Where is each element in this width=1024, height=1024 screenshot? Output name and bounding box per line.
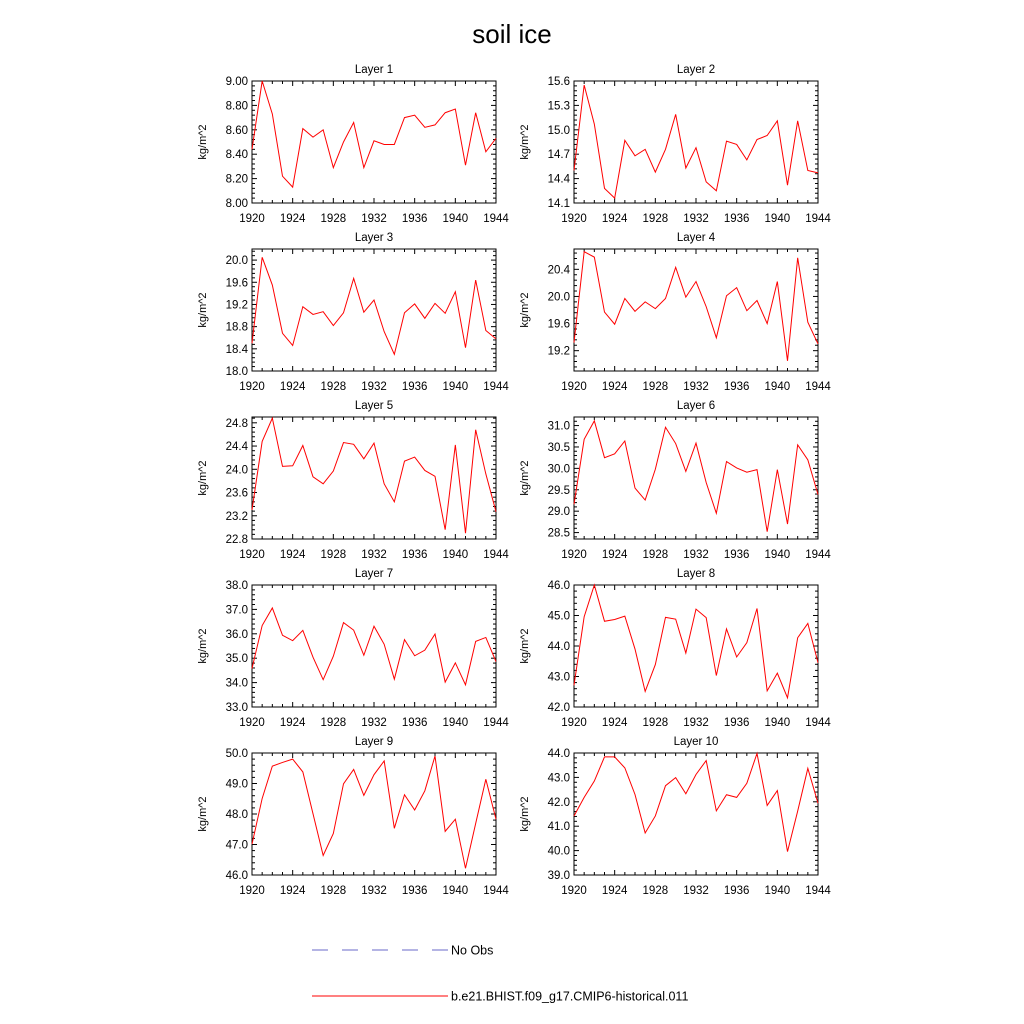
panels-group bbox=[197, 64, 831, 897]
x-tick-label: 1940 bbox=[442, 717, 469, 729]
x-tick-label: 1940 bbox=[764, 885, 791, 897]
x-tick-label: 1940 bbox=[442, 213, 469, 225]
y-tick-label: 24.0 bbox=[225, 464, 248, 477]
x-tick-label: 1920 bbox=[561, 381, 587, 393]
series-line bbox=[252, 418, 496, 533]
y-tick-label: 24.4 bbox=[225, 441, 248, 454]
x-tick-label: 1940 bbox=[442, 549, 469, 561]
x-tick-label: 1924 bbox=[601, 717, 628, 729]
x-tick-label: 1940 bbox=[764, 213, 791, 225]
y-tick-label: 8.40 bbox=[225, 149, 248, 162]
y-tick-label: 15.0 bbox=[547, 124, 570, 137]
panel-layer-9 bbox=[197, 736, 509, 897]
x-tick-label: 1932 bbox=[361, 885, 387, 897]
y-tick-label: 42.0 bbox=[547, 796, 570, 809]
panel-layer-4 bbox=[519, 232, 831, 393]
series-line bbox=[252, 608, 496, 685]
y-tick-label: 8.80 bbox=[225, 100, 248, 113]
series-line bbox=[574, 85, 818, 198]
y-tick-label: 20.4 bbox=[547, 264, 570, 277]
y-tick-label: 14.1 bbox=[547, 198, 570, 210]
y-tick-label: 9.00 bbox=[225, 76, 248, 88]
panel-layer-5 bbox=[197, 400, 509, 561]
x-tick-label: 1920 bbox=[561, 885, 587, 897]
x-tick-label: 1944 bbox=[805, 549, 831, 561]
x-tick-label: 1936 bbox=[723, 717, 750, 729]
legend bbox=[312, 944, 688, 1004]
x-tick-label: 1928 bbox=[642, 885, 669, 897]
x-tick-label: 1920 bbox=[239, 213, 265, 225]
x-tick-label: 1928 bbox=[320, 381, 347, 393]
x-tick-label: 1936 bbox=[401, 381, 428, 393]
plot-frame bbox=[574, 81, 818, 203]
panel-layer-8 bbox=[519, 568, 831, 729]
x-tick-label: 1924 bbox=[601, 549, 628, 561]
y-tick-label: 44.0 bbox=[547, 641, 570, 653]
y-tick-label: 29.5 bbox=[547, 484, 570, 497]
y-axis-label: kg/m^2 bbox=[197, 628, 209, 664]
panel-title: Layer 2 bbox=[676, 64, 716, 76]
series-line bbox=[574, 421, 818, 532]
y-axis-label: kg/m^2 bbox=[197, 796, 209, 832]
y-tick-label: 19.2 bbox=[225, 299, 248, 312]
y-tick-label: 43.0 bbox=[547, 772, 570, 785]
y-tick-label: 20.0 bbox=[225, 255, 248, 268]
panel-title: Layer 9 bbox=[354, 736, 394, 748]
panel-layer-10 bbox=[519, 736, 831, 897]
x-tick-label: 1932 bbox=[683, 885, 709, 897]
x-tick-label: 1932 bbox=[361, 381, 387, 393]
y-tick-label: 8.00 bbox=[225, 198, 248, 210]
y-tick-label: 36.0 bbox=[225, 628, 248, 641]
x-tick-label: 1932 bbox=[683, 213, 709, 225]
plot-frame bbox=[574, 585, 818, 707]
x-tick-label: 1940 bbox=[442, 885, 469, 897]
y-tick-label: 20.0 bbox=[547, 291, 570, 304]
y-tick-label: 41.0 bbox=[547, 821, 570, 834]
x-tick-label: 1924 bbox=[601, 885, 628, 897]
series-line bbox=[574, 753, 818, 851]
x-tick-label: 1920 bbox=[239, 549, 265, 561]
y-axis-label: kg/m^2 bbox=[519, 628, 531, 664]
panel-title: Layer 5 bbox=[354, 400, 394, 412]
panel-title: Layer 3 bbox=[354, 232, 394, 244]
x-tick-label: 1932 bbox=[361, 213, 387, 225]
y-tick-label: 49.0 bbox=[225, 778, 248, 791]
x-tick-label: 1944 bbox=[483, 213, 509, 225]
x-tick-label: 1920 bbox=[561, 549, 587, 561]
plot-frame bbox=[252, 249, 496, 371]
y-axis-label: kg/m^2 bbox=[519, 124, 531, 160]
legend-label-2: b.e21.BHIST.f09_g17.CMIP6-historical.011 bbox=[451, 989, 689, 1004]
x-tick-label: 1920 bbox=[239, 717, 265, 729]
panel-layer-7 bbox=[197, 568, 509, 729]
y-tick-label: 33.0 bbox=[225, 702, 248, 714]
x-tick-label: 1924 bbox=[601, 213, 628, 225]
panel-title: Layer 6 bbox=[676, 400, 716, 412]
x-tick-label: 1944 bbox=[483, 885, 509, 897]
y-tick-label: 18.8 bbox=[225, 321, 248, 334]
x-tick-label: 1944 bbox=[483, 549, 509, 561]
x-tick-label: 1932 bbox=[683, 381, 709, 393]
x-tick-label: 1928 bbox=[320, 885, 347, 897]
y-axis-label: kg/m^2 bbox=[519, 796, 531, 832]
y-tick-label: 29.0 bbox=[547, 506, 570, 519]
y-tick-label: 48.0 bbox=[225, 809, 248, 821]
x-tick-label: 1936 bbox=[401, 717, 428, 729]
panel-layer-3 bbox=[197, 232, 509, 393]
y-tick-label: 39.0 bbox=[547, 870, 570, 882]
panel-title: Layer 4 bbox=[676, 232, 716, 244]
panel-title: Layer 8 bbox=[676, 568, 716, 580]
y-tick-label: 46.0 bbox=[225, 870, 248, 882]
x-tick-label: 1940 bbox=[442, 381, 469, 393]
y-axis-label: kg/m^2 bbox=[197, 292, 209, 328]
y-tick-label: 30.0 bbox=[547, 463, 570, 476]
x-tick-label: 1936 bbox=[723, 381, 750, 393]
x-tick-label: 1920 bbox=[561, 213, 587, 225]
series-line bbox=[252, 756, 496, 868]
x-tick-label: 1932 bbox=[361, 717, 387, 729]
y-tick-label: 34.0 bbox=[225, 677, 248, 690]
y-tick-label: 15.6 bbox=[547, 76, 570, 88]
y-tick-label: 19.6 bbox=[547, 318, 570, 331]
x-tick-label: 1928 bbox=[320, 549, 347, 561]
plot-frame bbox=[252, 585, 496, 707]
x-tick-label: 1936 bbox=[723, 213, 750, 225]
y-tick-label: 43.0 bbox=[547, 671, 570, 684]
x-tick-label: 1920 bbox=[239, 381, 265, 393]
y-axis-label: kg/m^2 bbox=[197, 460, 209, 496]
x-tick-label: 1924 bbox=[601, 381, 628, 393]
x-tick-label: 1944 bbox=[805, 717, 831, 729]
x-tick-label: 1940 bbox=[764, 717, 791, 729]
chart-title: soil ice bbox=[472, 19, 552, 49]
y-tick-label: 18.0 bbox=[225, 366, 248, 378]
x-tick-label: 1944 bbox=[483, 717, 509, 729]
x-tick-label: 1924 bbox=[279, 213, 306, 225]
x-tick-label: 1928 bbox=[642, 213, 669, 225]
x-tick-label: 1944 bbox=[805, 885, 831, 897]
y-tick-label: 8.20 bbox=[225, 173, 248, 186]
y-axis-label: kg/m^2 bbox=[197, 124, 209, 160]
x-tick-label: 1932 bbox=[361, 549, 387, 561]
x-tick-label: 1932 bbox=[683, 717, 709, 729]
y-tick-label: 40.0 bbox=[547, 845, 570, 858]
y-tick-label: 23.2 bbox=[225, 510, 248, 523]
series-line bbox=[252, 257, 496, 354]
x-tick-label: 1928 bbox=[642, 717, 669, 729]
y-tick-label: 22.8 bbox=[225, 534, 248, 546]
y-tick-label: 19.2 bbox=[547, 345, 570, 358]
x-tick-label: 1928 bbox=[642, 549, 669, 561]
y-tick-label: 47.0 bbox=[225, 839, 248, 852]
x-tick-label: 1944 bbox=[805, 381, 831, 393]
x-tick-label: 1932 bbox=[683, 549, 709, 561]
y-tick-label: 14.4 bbox=[547, 173, 570, 186]
y-tick-label: 24.8 bbox=[225, 417, 248, 430]
y-tick-label: 37.0 bbox=[225, 604, 248, 617]
panel-layer-6 bbox=[519, 400, 831, 561]
y-axis-label: kg/m^2 bbox=[519, 292, 531, 328]
x-tick-label: 1936 bbox=[401, 549, 428, 561]
y-tick-label: 14.7 bbox=[547, 149, 570, 162]
y-tick-label: 28.5 bbox=[547, 527, 570, 540]
panel-title: Layer 10 bbox=[673, 736, 719, 748]
series-line bbox=[574, 252, 818, 361]
series-line bbox=[574, 585, 818, 698]
x-tick-label: 1936 bbox=[401, 213, 428, 225]
y-tick-label: 18.4 bbox=[225, 343, 248, 356]
panel-title: Layer 7 bbox=[354, 568, 394, 580]
x-tick-label: 1928 bbox=[642, 381, 669, 393]
panel-layer-2 bbox=[519, 64, 831, 225]
y-axis-label: kg/m^2 bbox=[519, 460, 531, 496]
x-tick-label: 1936 bbox=[723, 885, 750, 897]
y-tick-label: 38.0 bbox=[225, 580, 248, 592]
y-tick-label: 30.5 bbox=[547, 441, 570, 454]
x-tick-label: 1936 bbox=[401, 885, 428, 897]
x-tick-label: 1940 bbox=[764, 549, 791, 561]
x-tick-label: 1936 bbox=[723, 549, 750, 561]
x-tick-label: 1924 bbox=[279, 717, 306, 729]
x-tick-label: 1928 bbox=[320, 213, 347, 225]
y-tick-label: 45.0 bbox=[547, 610, 570, 623]
y-tick-label: 42.0 bbox=[547, 702, 570, 714]
y-tick-label: 19.6 bbox=[225, 277, 248, 290]
y-tick-label: 23.6 bbox=[225, 487, 248, 500]
x-tick-label: 1924 bbox=[279, 885, 306, 897]
panel-title: Layer 1 bbox=[354, 64, 394, 76]
y-tick-label: 15.3 bbox=[547, 100, 570, 113]
y-tick-label: 35.0 bbox=[225, 653, 248, 666]
x-tick-label: 1944 bbox=[805, 213, 831, 225]
x-tick-label: 1940 bbox=[764, 381, 791, 393]
y-tick-label: 8.60 bbox=[225, 124, 248, 137]
x-tick-label: 1924 bbox=[279, 381, 306, 393]
series-line bbox=[252, 81, 496, 187]
x-tick-label: 1928 bbox=[320, 717, 347, 729]
panel-layer-1 bbox=[197, 64, 509, 225]
plot-frame bbox=[574, 417, 818, 539]
x-tick-label: 1924 bbox=[279, 549, 306, 561]
legend-label-1: No Obs bbox=[451, 943, 494, 958]
x-tick-label: 1944 bbox=[483, 381, 509, 393]
x-tick-label: 1920 bbox=[239, 885, 265, 897]
x-tick-label: 1920 bbox=[561, 717, 587, 729]
plot-frame bbox=[252, 753, 496, 875]
y-tick-label: 44.0 bbox=[547, 748, 570, 760]
y-tick-label: 46.0 bbox=[547, 580, 570, 592]
y-tick-label: 50.0 bbox=[225, 748, 248, 760]
y-tick-label: 31.0 bbox=[547, 420, 570, 433]
